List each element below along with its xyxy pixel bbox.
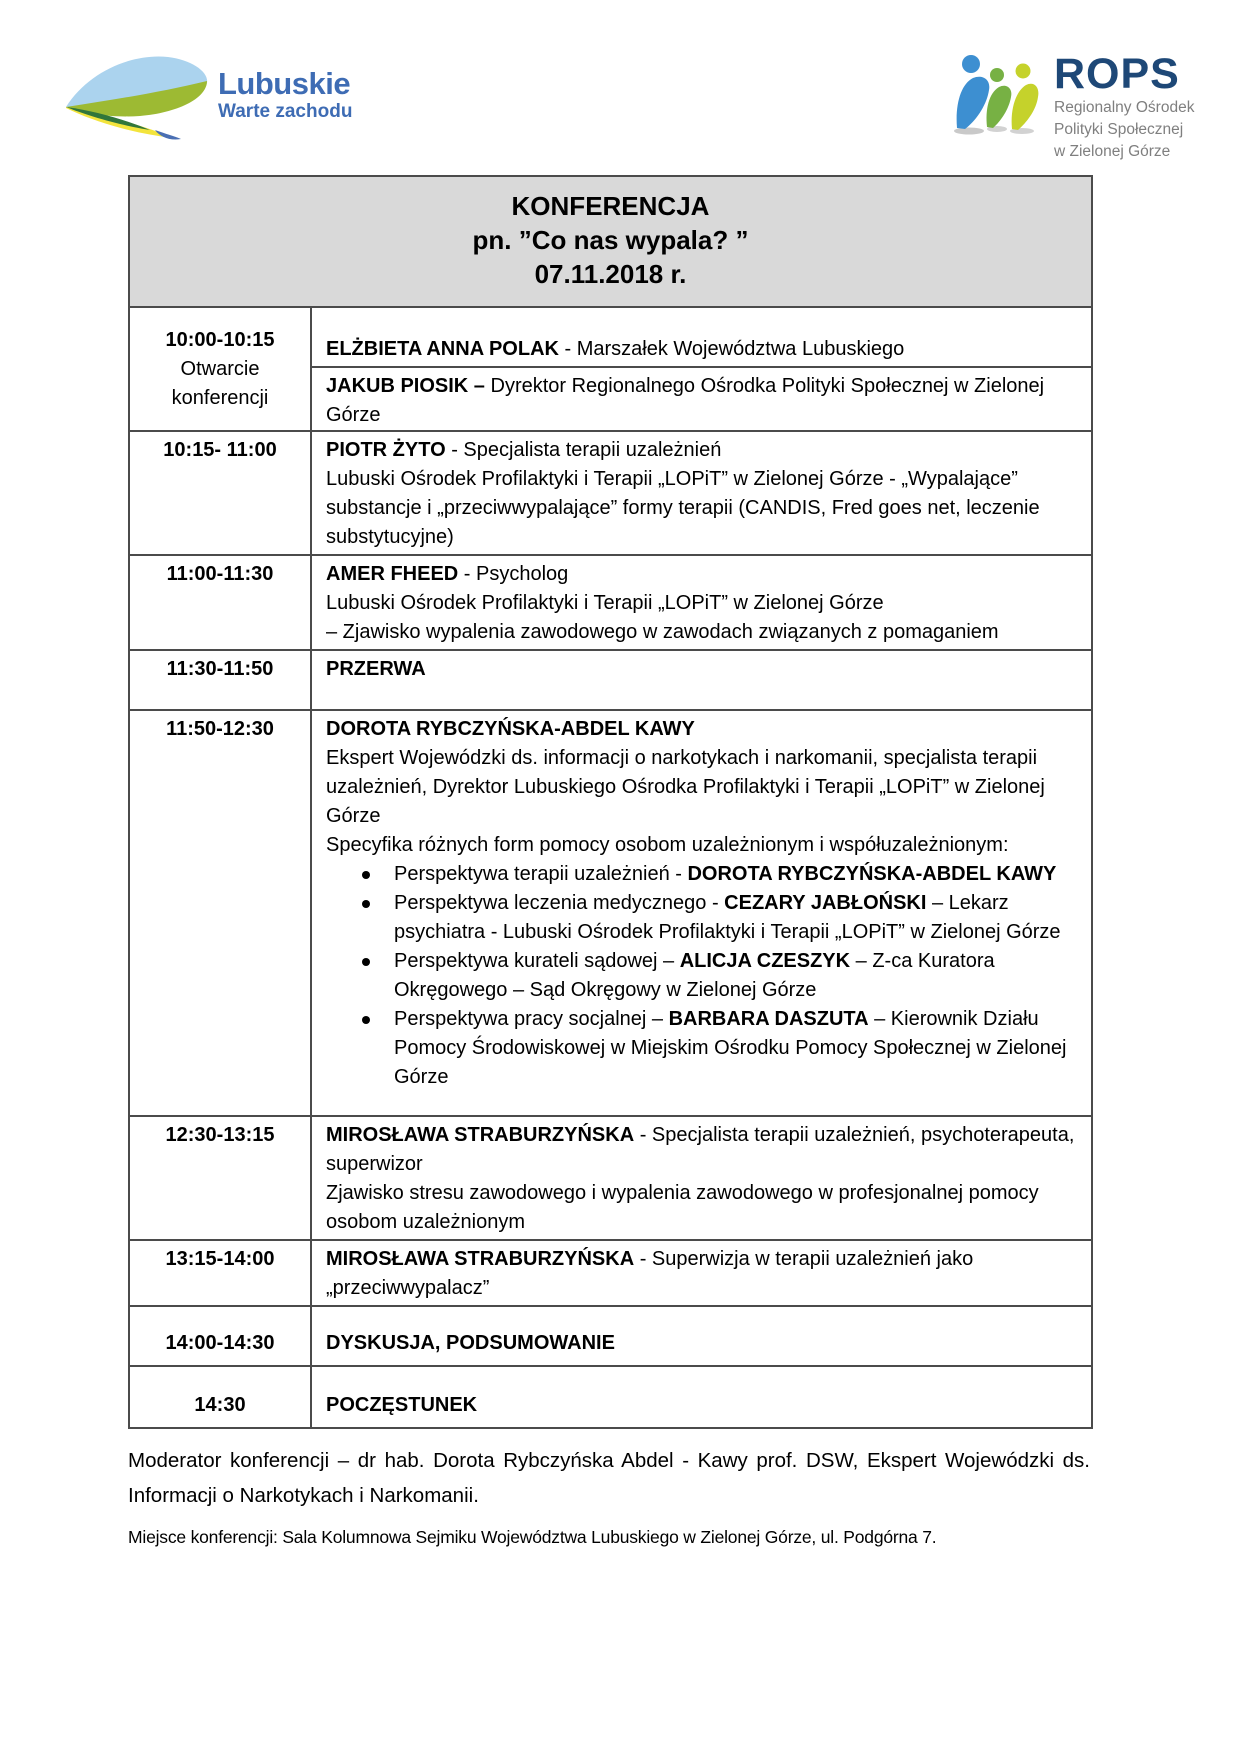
conference-title: KONFERENCJA: [511, 191, 710, 221]
agenda-row-break: [130, 651, 1091, 711]
time-cell: 11:50-12:30: [130, 711, 312, 1115]
speaker-line: [326, 372, 1083, 430]
time-cell: 14:00-14:30: [130, 1307, 312, 1365]
rops-logo-text: [1054, 52, 1194, 162]
speaker-line: [326, 436, 1083, 465]
time-range: 10:00-10:15: [165, 328, 275, 351]
time-cell: 11:30-11:50: [130, 651, 312, 709]
refreshments-label: [326, 1391, 477, 1420]
time-cell: 10:15- 11:00: [130, 432, 312, 554]
agenda-table: [128, 175, 1093, 1429]
panel-bullet-4: [326, 1005, 1083, 1092]
session-detail: Lubuski Ośrodek Profilaktyki i Terapii „LOPiT” w Zielonej Górze: [326, 592, 884, 614]
speaker-role: - Marszałek Województwa Lubuskiego: [558, 338, 905, 360]
discussion-label-text: DYSKUSJA, PODSUMOWANIE: [326, 1332, 615, 1354]
speaker-name: MIROSŁAWA STRABURZYŃSKA: [326, 1124, 635, 1146]
speaker-role: Dyrektor Regionalnego Ośrodka Polityki Społecznej w Zielonej Górze: [326, 375, 1045, 426]
break-label-text: PRZERWA: [326, 658, 426, 680]
session-detail: Lubuski Ośrodek Profilaktyki i Terapii „LOPiT” w Zielonej Górze - „Wypalające” substancje i „przeciwwypalające” formy terapii (CANDIS, Fred goes net, leczenie substytucyjne): [326, 468, 1040, 548]
agenda-row-panel: [130, 711, 1091, 1117]
time-note-line1: Otwarcie: [180, 357, 260, 380]
break-label: [326, 655, 1083, 684]
speaker-entry: [312, 308, 1091, 368]
bullet-text-pre: Perspektywa kurateli sądowej –: [394, 950, 680, 972]
conference-date: 07.11.2018 r.: [534, 259, 687, 289]
agenda-row-session4: [130, 1241, 1091, 1307]
agenda-row-session1: [130, 432, 1091, 556]
rops-logo-subtitle-line2: Polityki Społecznej: [1054, 121, 1184, 138]
time-cell: 13:15-14:00: [130, 1241, 312, 1305]
speaker-line: [326, 1121, 1083, 1179]
session-content: [312, 1307, 1091, 1365]
session-content: [312, 1117, 1091, 1239]
speaker-name: AMER FHEED: [326, 563, 459, 585]
time-cell: [130, 308, 312, 430]
moderator-note: Moderator konferencji – dr hab. Dorota Rybczyńska Abdel - Kawy prof. DSW, Ekspert Wojewódzki ds. Informacji o Narkotykach i Narkomanii.: [128, 1449, 1090, 1507]
agenda-row-session3: [130, 1117, 1091, 1241]
rops-logo-subtitle-line3: w Zielonej Górze: [1054, 143, 1171, 160]
panel-bullet-3: [326, 947, 1083, 1005]
rops-logo-acronym: ROPS: [1054, 50, 1180, 98]
rops-logo-subtitle-line1: Regionalny Ośrodek: [1054, 99, 1195, 116]
session-content: [312, 432, 1091, 554]
speaker-role: - Psycholog: [458, 563, 569, 585]
speaker-name: DOROTA RYBCZYŃSKA-ABDEL KAWY: [326, 718, 695, 740]
session-content: [312, 651, 1091, 709]
lubuskie-leaf-icon: [60, 50, 212, 145]
session-content: [312, 556, 1091, 649]
time-cell: 11:00-11:30: [130, 556, 312, 649]
panel-bullet-1: [326, 860, 1083, 889]
speaker-name: PIOTR ŻYTO: [326, 439, 446, 461]
venue-note: Miejsce konferencji: Sala Kolumnowa Sejmiku Województwa Lubuskiego w Zielonej Górze, ul. Podgórna 7.: [128, 1527, 937, 1547]
session-topic: – Zjawisko wypalenia zawodowego w zawodach związanych z pomaganiem: [326, 621, 999, 643]
speaker-name: MIROSŁAWA STRABURZYŃSKA: [326, 1248, 635, 1270]
speaker-role: - Specjalista terapii uzależnień: [445, 439, 722, 461]
opening-speakers: [312, 308, 1091, 430]
discussion-label: [326, 1329, 615, 1358]
bullet-text-pre: Perspektywa pracy socjalnej –: [394, 1008, 669, 1030]
bullet-speaker: CEZARY JABŁOŃSKI: [724, 892, 927, 914]
conference-title-block: [130, 177, 1091, 308]
speaker-name: JAKUB PIOSIK –: [326, 375, 485, 397]
panel-intro: Specyfika różnych form pomocy osobom uzależnionym i współuzależnionym:: [326, 834, 1009, 856]
speaker-bio: Ekspert Wojewódzki ds. informacji o narkotykach i narkomanii, specjalista terapii uzależnień, Dyrektor Lubuskiego Ośrodka Profilaktyki i Terapii „LOPiT” w Zielonej Górze: [326, 747, 1045, 827]
speaker-line: [326, 335, 904, 364]
speaker-line: [326, 560, 1083, 589]
bullet-speaker: ALICJA CZESZYK: [679, 950, 851, 972]
agenda-row-session2: [130, 556, 1091, 651]
bullet-text-post: – Z-ca Kuratora Okręgowego – Sąd Okręgowy w Zielonej Górze: [394, 950, 995, 1001]
lubuskie-logo: [60, 50, 352, 145]
speaker-line: [326, 1245, 1083, 1303]
lubuskie-logo-tagline: Warte zachodu: [218, 101, 353, 122]
session-content: [312, 1367, 1091, 1427]
lubuskie-logo-name: Lubuskie: [218, 66, 351, 101]
panel-bullet-2: [326, 889, 1083, 947]
agenda-row-refreshments: [130, 1367, 1091, 1427]
bullet-text-pre: Perspektywa terapii uzależnień -: [394, 863, 688, 885]
refreshments-label-text: POCZĘSTUNEK: [326, 1394, 478, 1416]
lubuskie-logo-text: [218, 50, 352, 123]
rops-figures-icon: [946, 52, 1040, 143]
time-cell: 12:30-13:15: [130, 1117, 312, 1239]
bullet-speaker: DOROTA RYBCZYŃSKA-ABDEL KAWY: [687, 863, 1057, 885]
time-note-line2: konferencji: [171, 386, 269, 409]
agenda-row-opening: [130, 308, 1091, 432]
session-topic: Zjawisko stresu zawodowego i wypalenia zawodowego w profesjonalnej pomocy osobom uzależnionym: [326, 1182, 1039, 1233]
speaker-line: [326, 715, 1083, 744]
speaker-name: ELŻBIETA ANNA POLAK: [326, 338, 559, 360]
speaker-role: - Specjalista terapii uzależnień, psychoterapeuta, superwizor: [326, 1124, 1075, 1175]
bullet-text-pre: Perspektywa leczenia medycznego -: [394, 892, 725, 914]
speaker-role: - Superwizja w terapii uzależnień jako „przeciwwypalacz”: [326, 1248, 974, 1299]
session-content: [312, 711, 1091, 1115]
speaker-entry: [312, 368, 1091, 430]
time-cell: 14:30: [130, 1367, 312, 1427]
session-content: [312, 1241, 1091, 1305]
bullet-text-post: – Kierownik Działu Pomocy Środowiskowej w Miejskim Ośrodku Pomocy Społecznej w Zielonej Górze: [394, 1008, 1067, 1088]
agenda-row-discussion: [130, 1307, 1091, 1367]
bullet-speaker: BARBARA DASZUTA: [668, 1008, 869, 1030]
rops-logo: [946, 52, 1194, 162]
conference-subtitle: pn. ”Co nas wypala? ”: [472, 225, 749, 255]
bullet-text-post: – Lekarz psychiatra - Lubuski Ośrodek Profilaktyki i Terapii „LOPiT” w Zielonej Górze: [394, 892, 1061, 943]
